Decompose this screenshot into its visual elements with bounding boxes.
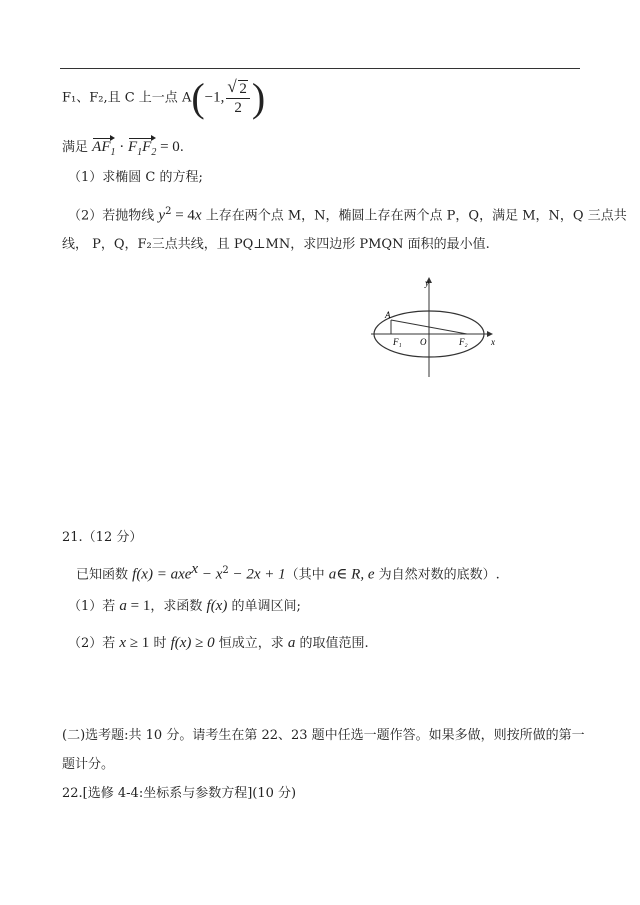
cond-label: 满足 — [62, 140, 89, 155]
p1-prefix: （1）若 — [68, 599, 120, 614]
p2-ge: ≥ 1 — [126, 635, 150, 651]
p1-mid: ，求函数 — [150, 599, 207, 614]
p2-fx: (x) ≥ 0 — [174, 635, 215, 651]
dot-op: · — [115, 139, 128, 155]
stem-e: e — [184, 566, 192, 583]
p1-f: f — [206, 598, 211, 614]
q20-part1: （1）求椭圆 C 的方程; — [68, 170, 203, 185]
vector-af1: $AF_1$ — [92, 138, 115, 162]
paren-right: ) — [251, 75, 266, 120]
p1-fx: (x) — [210, 598, 228, 614]
eq-x: x — [194, 207, 202, 224]
point-x: −1, — [204, 89, 225, 106]
y-label: y — [425, 278, 429, 288]
f1-label: F₁ — [393, 337, 402, 347]
stem-a: a — [328, 566, 337, 583]
cond-eq: = 0 — [156, 139, 180, 155]
stem-note-close: 为自然对数的底数）. — [374, 567, 500, 583]
q21-stem — [76, 560, 500, 584]
q20-line1-text: F₁、F₂,且 C 上一点 A — [62, 90, 192, 106]
part2-prefix: （2）若抛物线 — [68, 208, 159, 224]
cond-end: . — [179, 140, 184, 155]
q21-part1 — [68, 597, 301, 616]
header-rule — [60, 68, 580, 69]
q20-part2-line2: 线， P，Q，F₂三点共线，且 PQ⊥MN，求四边形 PMQN 面积的最小值. — [62, 237, 490, 252]
section2-line2: 题计分。 — [62, 757, 115, 772]
x-label: x — [491, 337, 495, 347]
vector-f1f2: $F_1F_2$ — [128, 138, 156, 162]
p2-x: x — [119, 635, 127, 651]
point-fraction — [226, 80, 250, 117]
point-den: 2 — [234, 99, 242, 116]
p1-a: a — [119, 598, 127, 614]
eq-sup: 2 — [165, 206, 172, 217]
stem-rest2: − 2x + 1 — [228, 566, 286, 583]
p2-mid: 恒成立，求 — [214, 636, 288, 651]
q20-part2-line1 — [68, 203, 627, 225]
stem-sup: x — [191, 561, 199, 577]
q21-header: 21.（12 分） — [62, 530, 143, 545]
p2-a: a — [287, 635, 296, 651]
eq-y: y — [158, 207, 166, 224]
stem-sup2: 2 — [222, 565, 229, 576]
paren-left: ( — [191, 75, 205, 120]
p2-suffix: 的取值范围. — [295, 636, 369, 651]
point-a-label: A — [385, 310, 391, 320]
f2-label: F₂ — [459, 337, 468, 347]
origin-label: O — [420, 337, 427, 347]
q20-condition — [62, 138, 184, 162]
stem-fx: (x) = ax — [136, 566, 185, 583]
eq-rest: = 4 — [171, 207, 195, 224]
p2-f: f — [170, 635, 175, 651]
section2-line1: (二)选考题:共 10 分。请考生在第 22、23 题中任选一题作答。如果多做，则按所做的第一 — [62, 728, 585, 743]
point-sqrt: 2 — [239, 80, 247, 97]
stem-f: f — [132, 566, 137, 583]
q20-line1 — [62, 75, 266, 120]
p1-eq: = 1 — [126, 598, 151, 614]
part2-text: 上存在两个点 M，N，椭圆上存在两个点 P，Q，满足 M，N，Q 三点共 — [201, 208, 627, 224]
q22-header: 22.[选修 4-4:坐标系与参数方程](10 分) — [62, 786, 297, 801]
stem-re: R, e — [351, 566, 375, 583]
p1-suffix: 的单调区间; — [227, 599, 301, 614]
q21-part2 — [68, 634, 369, 653]
p2-when: 时 — [149, 636, 171, 651]
p2-prefix: （2）若 — [68, 636, 120, 651]
stem-rest: − x — [198, 566, 223, 583]
stem-note-open: （其中 — [285, 567, 329, 583]
stem-prefix: 已知函数 — [76, 567, 133, 583]
ellipse-figure — [363, 272, 503, 382]
stem-in: ∈ — [336, 566, 352, 583]
